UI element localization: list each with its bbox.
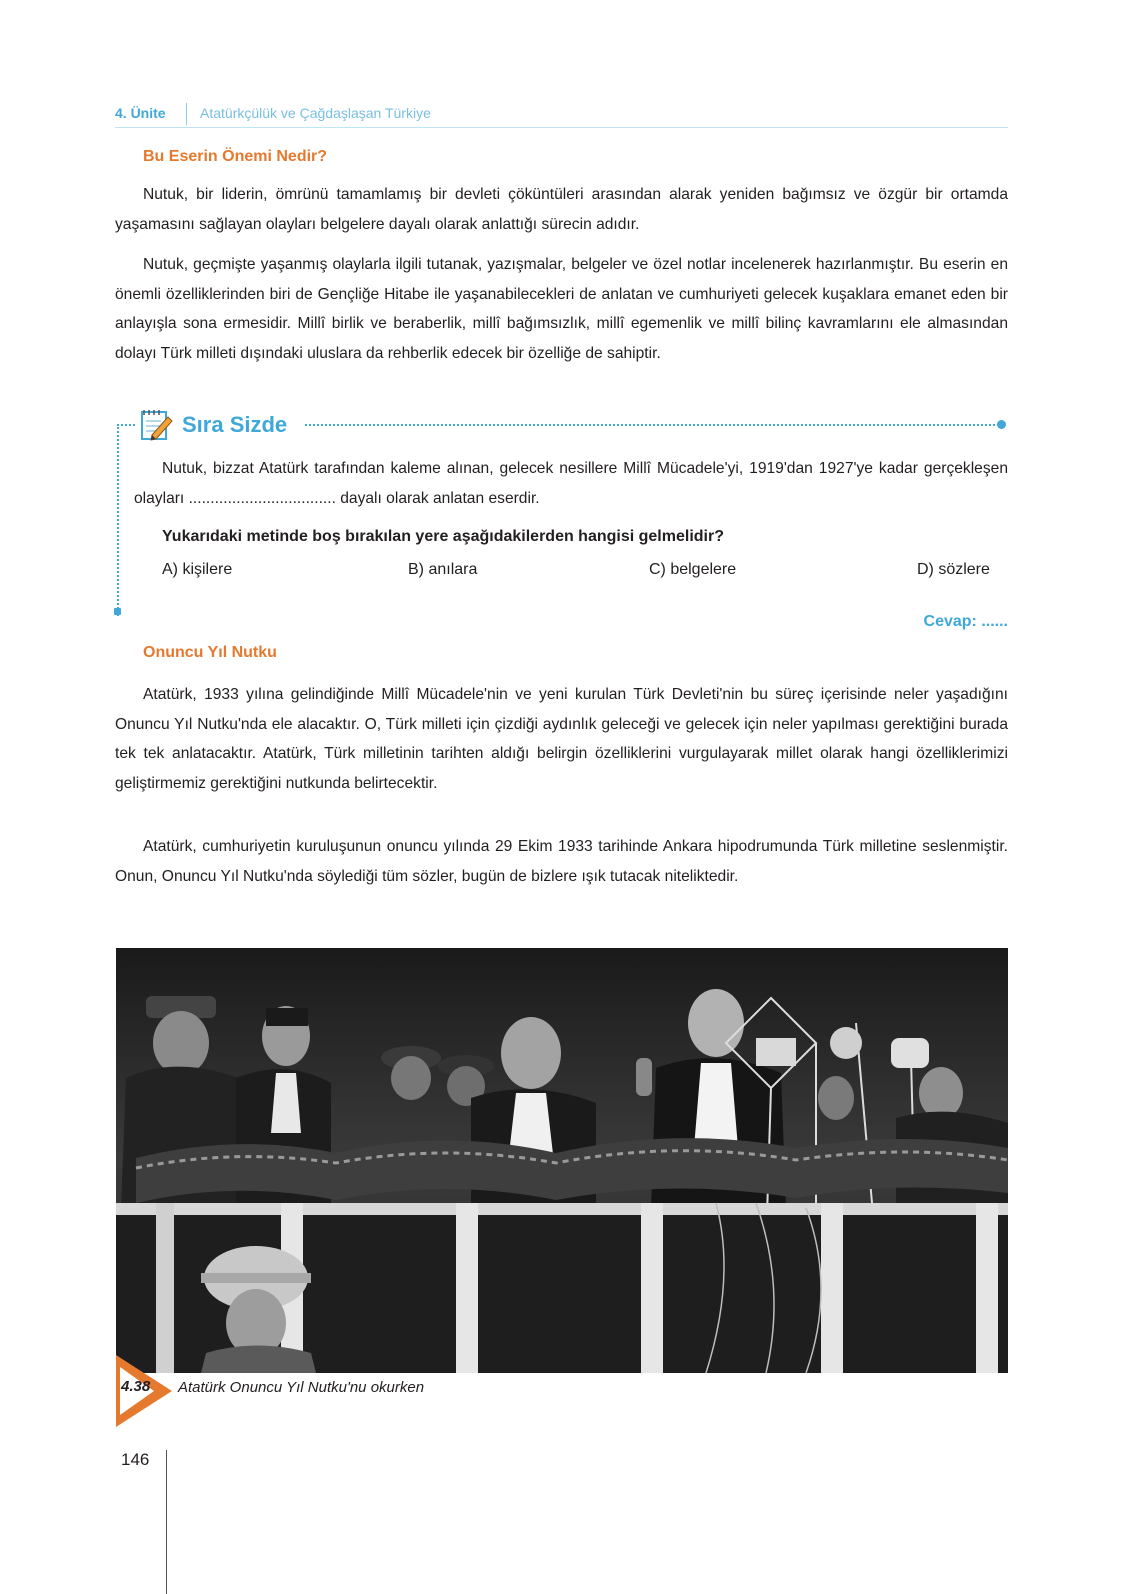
page-header	[115, 103, 1008, 128]
page-number: 146	[121, 1450, 150, 1469]
figure-caption: Atatürk Onuncu Yıl Nutku'nu okurken	[178, 1379, 425, 1396]
photo-illustration	[116, 948, 1008, 1373]
option-a: A) kişilere	[162, 561, 233, 578]
box-top-border-start	[117, 424, 135, 426]
sira-sizde-title: Sıra Sizde	[182, 412, 288, 437]
box-corner-marker	[114, 608, 121, 615]
notepad-pencil-icon	[139, 408, 173, 442]
unit-title: Atatürkçülük ve Çağdaşlaşan Türkiye	[200, 105, 431, 121]
box-left-border	[117, 424, 119, 616]
section-title-bu-eserin-onemi: Bu Eserin Önemi Nedir?	[143, 148, 328, 165]
answer-field: Cevap: ......	[923, 613, 1008, 630]
option-c: C) belgelere	[649, 561, 737, 578]
figure-number: 4.38	[121, 1378, 151, 1395]
page-number-divider	[166, 1450, 167, 1594]
paragraph-onuncu-yil-2: Atatürk, cumhuriyetin kuruluşunun onuncu yılında 29 Ekim 1933 tarihinde Ankara hipodrumunda Türk milletine seslenmiştir. Onun, Onuncu Yıl Nutku'nda söylediği tüm sözler, bugün de bizlere ışık tutacak niteliktedir.	[115, 838, 1008, 885]
sira-sizde-question: Yukarıdaki metinde boş bırakılan yere aşağıdakilerden hangisi gelmelidir?	[162, 528, 724, 545]
option-d: D) sözlere	[917, 561, 990, 578]
box-top-border	[305, 424, 999, 426]
header-separator	[186, 103, 187, 125]
paragraph-nutuk-definition: Nutuk, bir liderin, ömrünü tamamlamış bir devleti çöküntüleri arasından alarak yeniden bağımsız ve özgür bir ortamda yaşamasını sağlayan olayları belgelere dayalı olarak anlattığı sürecin adıdır.	[115, 186, 1008, 233]
paragraph-nutuk-features: Nutuk, geçmişte yaşanmış olaylarla ilgili tutanak, yazışmalar, belgeler ve özel notlar incelenerek hazırlanmıştır. Bu eserin en önemli özelliklerinden biri de Gençliğe Hitabe ile yaşanabilecekleri de anlatan ve cumhuriyeti gelecek kuşaklara emanet eden bir anlayışla sona ermesidir. Millî birlik ve beraberlik, millî bağımsızlık, millî egemenlik ve millî bilinç kavramlarını ele almasından dolayı Türk milleti dışındaki uluslara da rehberlik edecek bir özelliğe de sahiptir.	[115, 256, 1008, 362]
unit-label: 4. Ünite	[115, 105, 166, 121]
paragraph-onuncu-yil-1: Atatürk, 1933 yılına gelindiğinde Millî Mücadele'nin ve yeni kurulan Türk Devleti'nin bu süreç içerisinde neler yaşadığını Onuncu Yıl Nutku'nda ele alacaktır. O, Türk milleti için çizdiği aydınlık geleceği ve gelecek için neler yapılması gerektiğini burada tek tek anlatacaktır. Atatürk, Türk milletinin tarihten aldığı belirgin özelliklerini vurgulayarak millet olarak hangi özelliklerimizi geliştirmemiz gerektiğini nutkunda belirtecektir.	[115, 686, 1008, 792]
historical-photo	[116, 948, 1008, 1373]
box-end-marker	[997, 420, 1006, 429]
sira-sizde-text: Nutuk, bizzat Atatürk tarafından kaleme alınan, gelecek nesillere Millî Mücadele'yi, 1919'dan 1927'ye kadar gerçekleşen olayları .................................. dayalı olarak anlatan eserdir.	[134, 460, 1008, 507]
section-title-onuncu-yil-nutku: Onuncu Yıl Nutku	[143, 644, 277, 661]
option-b: B) anılara	[408, 561, 478, 578]
